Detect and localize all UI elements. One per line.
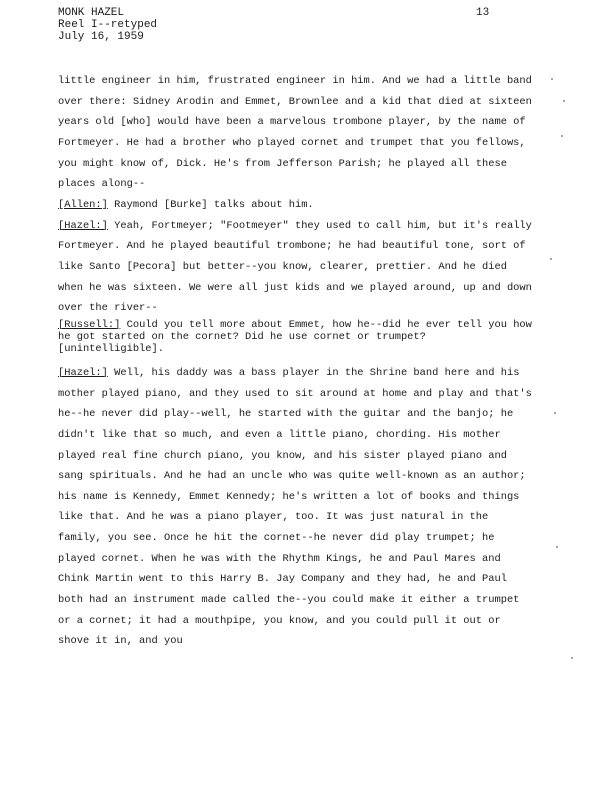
scan-speck [551, 78, 553, 80]
document-header [58, 7, 157, 43]
paragraph-text: Raymond [Burke] talks about him. [107, 198, 314, 211]
reel-label: Reel I--retyped [58, 19, 158, 31]
scan-speck [554, 412, 556, 414]
interviewee-name: MONK HAZEL [58, 7, 125, 19]
scan-speck [550, 258, 552, 260]
transcript-body [58, 71, 538, 652]
page-number: 13 [476, 7, 490, 19]
paragraph-text: Could you tell more about Emmet, how he--did he ever tell you how he got started on the cornet? Did he use cornet or trumpet? [58, 318, 532, 343]
paragraph-text: Yeah, Fortmeyer; "Footmeyer" they used to call him, but it's really Fortmeyer. And he played beautiful trombone; he had beautiful tone, sort of like Santo [Pecora] but better--you know, clearer, prettier. And he died when he was sixteen. We were all just kids and we played around, up and down over the river-- [58, 219, 532, 315]
speaker-label: [Hazel:] [58, 219, 108, 232]
paragraph-text-note: [unintelligible]. [58, 342, 165, 355]
paragraph-text: Well, his daddy was a bass player in the Shrine band here and his mother played piano, and they used to sit around at home and play and that's he--he never did play--well, he started with the guitar and the banjo; he didn't like that so much, and even a little piano, chording. His mother played real fine church piano, you know, and his sister played piano and sang spirituals. And he had an uncle who was quite well-known as an author; his name is Kennedy, Emmet Kennedy; he's written a lot of books and things like that. And he was a piano player, too. It was just natural in the family, you see. Once he hit the cornet--he never did play trumpet; he played cornet. When he was with the Rhythm Kings, he and Paul Mares and Chink Martin went to this Harry B. Jay Company and they had, he and Paul both had an instrument made called the--you could make it either a trumpet or a cornet; it had a mouthpipe, you know, and you could pull it out or shove it in, and you [58, 366, 532, 648]
speaker-label: [Hazel:] [58, 366, 108, 379]
speaker-label: [Allen:] [58, 198, 108, 211]
interview-date: July 16, 1959 [58, 31, 144, 43]
paragraph-text: little engineer in him, frustrated engineer in him. And we had a little band over there: Sidney Arodin and Emmet, Brownlee and a kid that died at sixteen years old [who] would have been a marvelous trombone player, by the name of Fortmeyer. He had a brother who played cornet and trumpet that you fellows, you might know of, Dick. He's from Jefferson Parish; he played all these places along-- [58, 75, 532, 191]
paragraph-continuation [58, 71, 538, 195]
speaker-label: [Russell:] [58, 318, 121, 331]
paragraph-russell [58, 319, 538, 355]
scan-speck [571, 657, 573, 659]
scan-speck [556, 546, 558, 548]
scan-speck [561, 135, 563, 137]
scan-speck [563, 100, 565, 102]
paragraph-hazel [58, 216, 538, 319]
paragraph-allen [58, 195, 538, 216]
paragraph-hazel [58, 363, 538, 652]
